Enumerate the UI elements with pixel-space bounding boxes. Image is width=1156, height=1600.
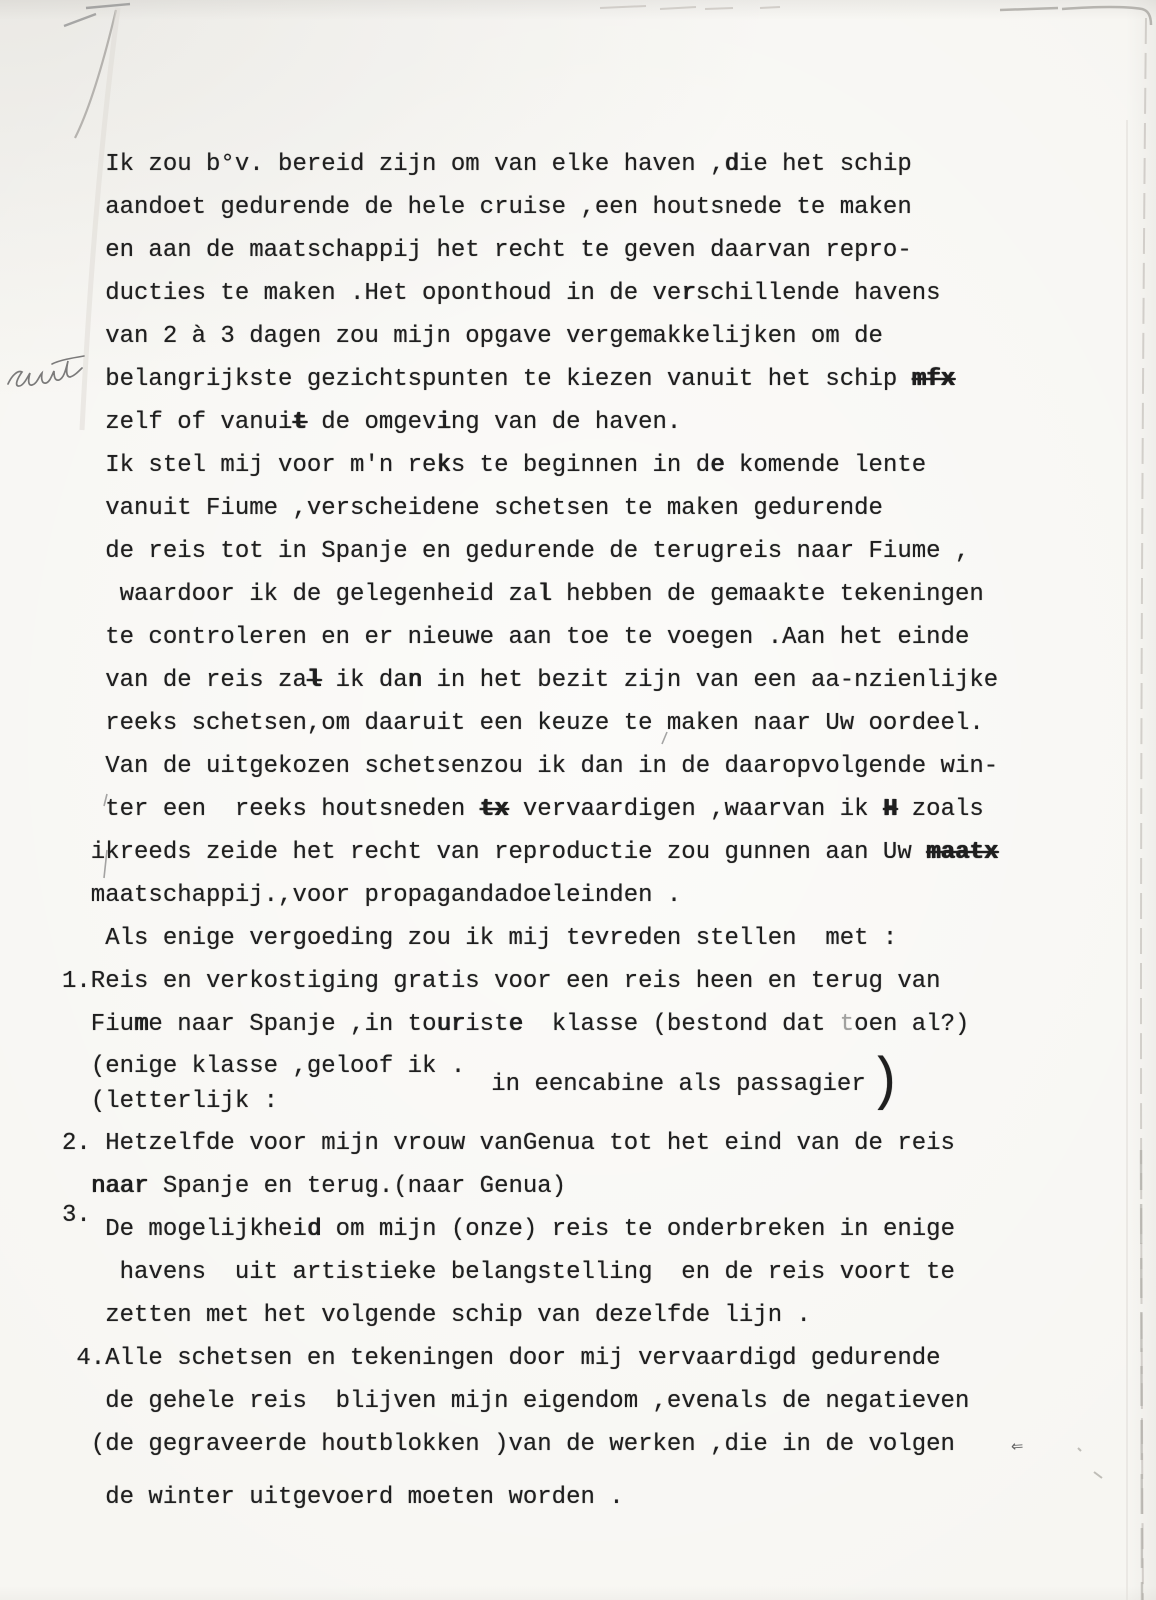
text-line: (letterlijk : bbox=[62, 1088, 279, 1115]
text-run: ik da bbox=[321, 667, 408, 694]
text-run: maatschappij.,voor propagandadoeleinden . bbox=[62, 882, 682, 909]
text-run: hebben de gemaakte tekeningen bbox=[551, 581, 984, 608]
text-run: en aan de maatschappij het recht te geven daarvan repro- bbox=[62, 237, 912, 264]
text-line bbox=[62, 831, 1020, 874]
text-run: klasse (bestond dat bbox=[522, 1011, 840, 1038]
text-line: in eencabine als passagier bbox=[491, 1070, 866, 1098]
text-line bbox=[62, 1476, 1020, 1519]
parenthetical-left bbox=[62, 1049, 465, 1119]
overtyped-text: d bbox=[724, 151, 739, 178]
text-run: ie het schip bbox=[738, 151, 912, 178]
text-line bbox=[62, 788, 1020, 831]
overstruck-text: tx bbox=[479, 796, 509, 823]
overtyped-text: naar bbox=[90, 1173, 149, 1200]
text-run: vervaardigen ,waarvan ik bbox=[508, 796, 883, 823]
text-run: de omgev bbox=[306, 409, 437, 436]
overtyped-text: l bbox=[537, 581, 552, 608]
text-line bbox=[62, 616, 1020, 659]
paper-top-edge bbox=[600, 6, 1151, 25]
overtyped-text: n bbox=[407, 667, 423, 694]
text-run: Van de uitgekozen schetsenzou ik dan in de daaropvolgende win- bbox=[62, 753, 999, 780]
text-line bbox=[62, 1122, 1020, 1165]
parenthetical-right bbox=[491, 1050, 902, 1117]
faint-text: t bbox=[839, 1011, 855, 1038]
overtyped-text: ur bbox=[436, 1011, 466, 1038]
text-run: (de gegraveerde houtblokken )van de werken ,die in de volgen bbox=[62, 1431, 955, 1458]
text-line bbox=[62, 917, 1020, 960]
text-run: waardoor ik de gelegenheid za bbox=[62, 581, 538, 608]
text-run: ter een reeks houtsneden bbox=[62, 796, 480, 823]
overtyped-text: r bbox=[681, 280, 696, 307]
text-run: zetten met het volgende schip van dezelfde lijn . bbox=[62, 1302, 811, 1329]
text-line bbox=[62, 1337, 1020, 1380]
parenthetical-group bbox=[62, 1046, 1020, 1122]
text-run: Fiu bbox=[62, 1011, 135, 1038]
text-line bbox=[62, 1423, 1020, 1466]
text-line bbox=[62, 272, 1020, 315]
text-line bbox=[62, 1294, 1020, 1337]
text-run: s te beginnen in d bbox=[450, 452, 711, 479]
handwritten-arrow-mark: ⇐ bbox=[1010, 1435, 1021, 1460]
text-run: de reis tot in Spanje en gedurende de terugreis naar Fiume , bbox=[62, 538, 970, 565]
text-line bbox=[62, 143, 1020, 186]
text-run: reeks schetsen,om daaruit een keuze te maken naar Uw oordeel. bbox=[62, 710, 984, 737]
tall-closing-paren: ) bbox=[868, 1050, 902, 1117]
raised-list-number: 3. bbox=[62, 1202, 91, 1229]
text-line bbox=[62, 444, 1020, 487]
overtyped-text: m bbox=[134, 1011, 149, 1038]
overstruck-text: maatx bbox=[926, 839, 999, 866]
text-run: vanuit Fiume ,verscheidene schetsen te maken gedurende bbox=[62, 495, 883, 522]
text-run: om mijn (onze) reis te onderbreken in enige bbox=[321, 1216, 955, 1243]
text-run: Ik zou b°v. bereid zijn om van elke haven , bbox=[62, 151, 725, 178]
text-line bbox=[62, 315, 1020, 358]
paper-fold-line-right bbox=[1127, 18, 1146, 1600]
text-run: Ik stel mij voor m'n re bbox=[62, 452, 437, 479]
text-run: Spanje en terug.(naar Genua) bbox=[148, 1173, 567, 1200]
text-run: Als enige vergoeding zou ik mij tevreden stellen met : bbox=[62, 925, 898, 952]
text-line bbox=[62, 874, 1020, 917]
text-run: ng van de haven. bbox=[450, 409, 682, 436]
overtyped-text: e bbox=[710, 452, 725, 479]
text-block bbox=[62, 143, 1020, 1519]
text-run: de gehele reis blijven mijn eigendom ,evenals de negatieven bbox=[62, 1388, 970, 1415]
overtyped-text: d bbox=[306, 1216, 322, 1243]
overstruck-text: H bbox=[882, 796, 898, 823]
text-run: ikreeds zeide het recht van reproductie zou gunnen aan Uw bbox=[62, 839, 927, 866]
text-run: 4.Alle schetsen en tekeningen door mij vervaardigd gedurende bbox=[62, 1345, 941, 1372]
text-run: van de reis za bbox=[62, 667, 307, 694]
text-line bbox=[62, 745, 1020, 788]
text-line bbox=[62, 573, 1020, 616]
text-line bbox=[62, 229, 1020, 272]
text-run: zelf of vanui bbox=[62, 409, 293, 436]
text-run: 1.Reis en verkostiging gratis voor een reis heen en terug van bbox=[62, 968, 941, 995]
text-run: zoals bbox=[897, 796, 984, 823]
text-line bbox=[62, 1202, 1020, 1251]
text-line bbox=[62, 487, 1020, 530]
text-run bbox=[62, 1173, 91, 1200]
text-line bbox=[62, 1380, 1020, 1423]
overstruck-text: l bbox=[306, 667, 322, 694]
text-line bbox=[62, 186, 1020, 229]
handwritten-seven-mark bbox=[64, 4, 130, 138]
text-run: ducties te maken .Het oponthoud in de ve bbox=[62, 280, 682, 307]
overtyped-text: e bbox=[508, 1011, 523, 1038]
text-line bbox=[62, 1165, 1020, 1208]
overtyped-text: k bbox=[436, 452, 451, 479]
text-run: 2. Hetzelfde voor mijn vrouw vanGenua tot het eind van de reis bbox=[62, 1130, 955, 1157]
overtyped-text: i bbox=[436, 409, 451, 436]
text-line bbox=[62, 702, 1020, 745]
text-line bbox=[62, 1251, 1020, 1294]
text-run: aandoet gedurende de hele cruise ,een houtsnede te maken bbox=[62, 194, 912, 221]
text-run: komende lente bbox=[724, 452, 927, 479]
text-line bbox=[62, 659, 1020, 702]
text-line bbox=[62, 530, 1020, 573]
text-run: in het bezit zijn van een aa-nzienlijke bbox=[422, 667, 999, 694]
text-line bbox=[62, 358, 1020, 401]
overstruck-text: mfx bbox=[911, 366, 955, 393]
overstruck-text: t bbox=[292, 409, 307, 436]
text-run: ist bbox=[465, 1011, 509, 1038]
text-run: de winter uitgevoerd moeten worden . bbox=[62, 1484, 624, 1511]
text-run: e naar Spanje ,in to bbox=[148, 1011, 437, 1038]
text-run: De mogelijkhei bbox=[90, 1216, 307, 1243]
text-run: oen al?) bbox=[854, 1011, 970, 1038]
text-line bbox=[62, 960, 1020, 1003]
text-run: havens uit artistieke belangstelling en de reis voort te bbox=[62, 1259, 955, 1286]
text-run: belangrijkste gezichtspunten te kiezen vanuit het schip bbox=[62, 366, 912, 393]
text-line: (enige klasse ,geloof ik . bbox=[62, 1053, 466, 1080]
text-run: van 2 à 3 dagen zou mijn opgave vergemakkelijken om de bbox=[62, 323, 883, 350]
text-run: schillende havens bbox=[695, 280, 941, 307]
text-line bbox=[62, 401, 1020, 444]
text-run: te controleren en er nieuwe aan toe te voegen .Aan het einde bbox=[62, 624, 970, 651]
text-line bbox=[62, 1003, 1020, 1046]
